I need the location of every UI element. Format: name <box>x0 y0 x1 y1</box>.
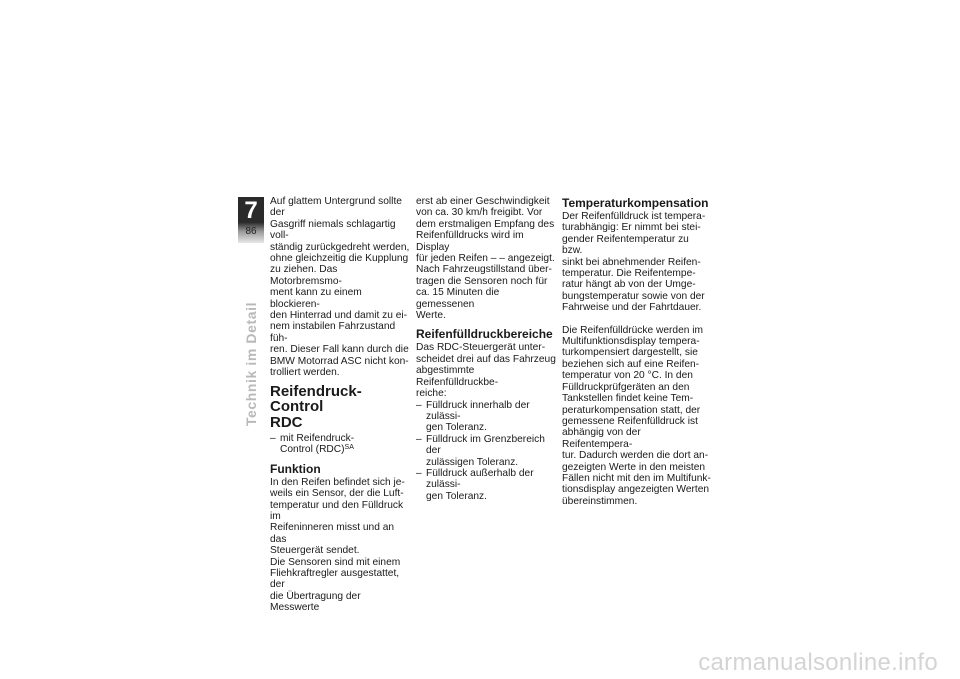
subheading-funktion: Funktion <box>270 461 321 476</box>
text-column-3 <box>562 196 712 507</box>
list-item <box>270 433 412 456</box>
text-column-1 <box>270 196 412 614</box>
list-item: – Fülldruck außerhalb der zulässi- gen Toleranz. <box>416 468 558 502</box>
pressure-ranges-intro: Das RDC-Steuergerät unter- scheidet drei auf das Fahrzeug abgestimmte Reifenfülldruckbe- reiche: <box>416 342 556 400</box>
section-heading-rdc: Reifendruck-Control RDC <box>270 382 362 431</box>
rdc-option-list <box>270 433 412 456</box>
temperature-paragraph-1: Der Reifenfülldruck ist tempera- turabhängig: Er nimmt bei stei- gender Reifentemperatur zu bzw. sinkt bei abnehmender Reifen- temperatur. Die Reifentempe- ratur hängt ab von der Umge- bungstemperatur sowie von der Fahrweise und der Fahrtdauer. <box>562 211 706 314</box>
page-number: 86 <box>245 226 257 237</box>
special-equipment-mark: SA <box>344 444 354 452</box>
subheading-temperature-compensation: Temperaturkompensation <box>562 196 709 210</box>
chapter-title-vertical: Technik im Detail <box>243 301 259 427</box>
rdc-option-text: mit Reifendruck- Control (RDC) <box>280 433 355 456</box>
paragraph-gap <box>562 314 712 325</box>
list-item: – Fülldruck im Grenzbereich der zulässigen Toleranz. <box>416 434 558 468</box>
function-continued-paragraph: erst ab einer Geschwindigkeit von ca. 30 km/h freigibt. Vor dem erstmaligen Empfang des Reifenfülldrucks wird im Display für jeden Reifen – – angezeigt. Nach Fahrzeugstillstand über- tragen die Sensoren noch für ca. 15 Minuten die gemessenen Werte. <box>416 196 555 322</box>
function-paragraph: In den Reifen befindet sich je- weils ein Sensor, der die Luft- temperatur und den Fülldruck im Reifeninneren misst und an das Steuergerät sendet. Die Sensoren sind mit einem Fliehkraftregler ausgestattet, der die Übertragung der Messwerte <box>270 476 405 614</box>
temperature-paragraph-2: Die Reifenfülldrücke werden im Multifunktionsdisplay tempera- turkompensiert dargestellt, sie beziehen sich auf eine Reifen- temperatur von 20 °C. In den Fülldruckprüfgeräten an den Tankstellen findet keine Tem- peraturkompensation statt, der gemessene Reifenfülldruck ist abhängig von der Reifentempera- tur. Dadurch werden die dort an- gezeigten Werte in den meisten Fällen nicht mit den im Multifunk- tionsdisplay angezeigten Werten übereinstimmen. <box>562 324 711 507</box>
subheading-pressure-ranges: Reifenfülldruckbereiche <box>416 327 553 342</box>
text-column-2 <box>416 196 558 502</box>
chapter-number: 7 <box>244 197 258 224</box>
pressure-ranges-list <box>416 400 558 503</box>
list-item: – Fülldruck innerhalb der zulässi- gen Toleranz. <box>416 400 558 434</box>
watermark: carmanualsonline.info <box>698 649 938 676</box>
chapter-tab <box>238 197 264 243</box>
asc-warning-paragraph: Auf glattem Untergrund sollte der Gasgriff niemals schlagartig voll- ständig zurückgedreht werden, ohne gleichzeitig die Kupplung zu ziehen. Das Motorbremsmo- ment kann zu einem blockieren- den Hinterrad und damit zu ei- nem instabilen Fahrzustand füh- ren. Dieser Fall kann durch die BMW Motorrad ASC nicht kon- trolliert werden. <box>270 196 410 379</box>
